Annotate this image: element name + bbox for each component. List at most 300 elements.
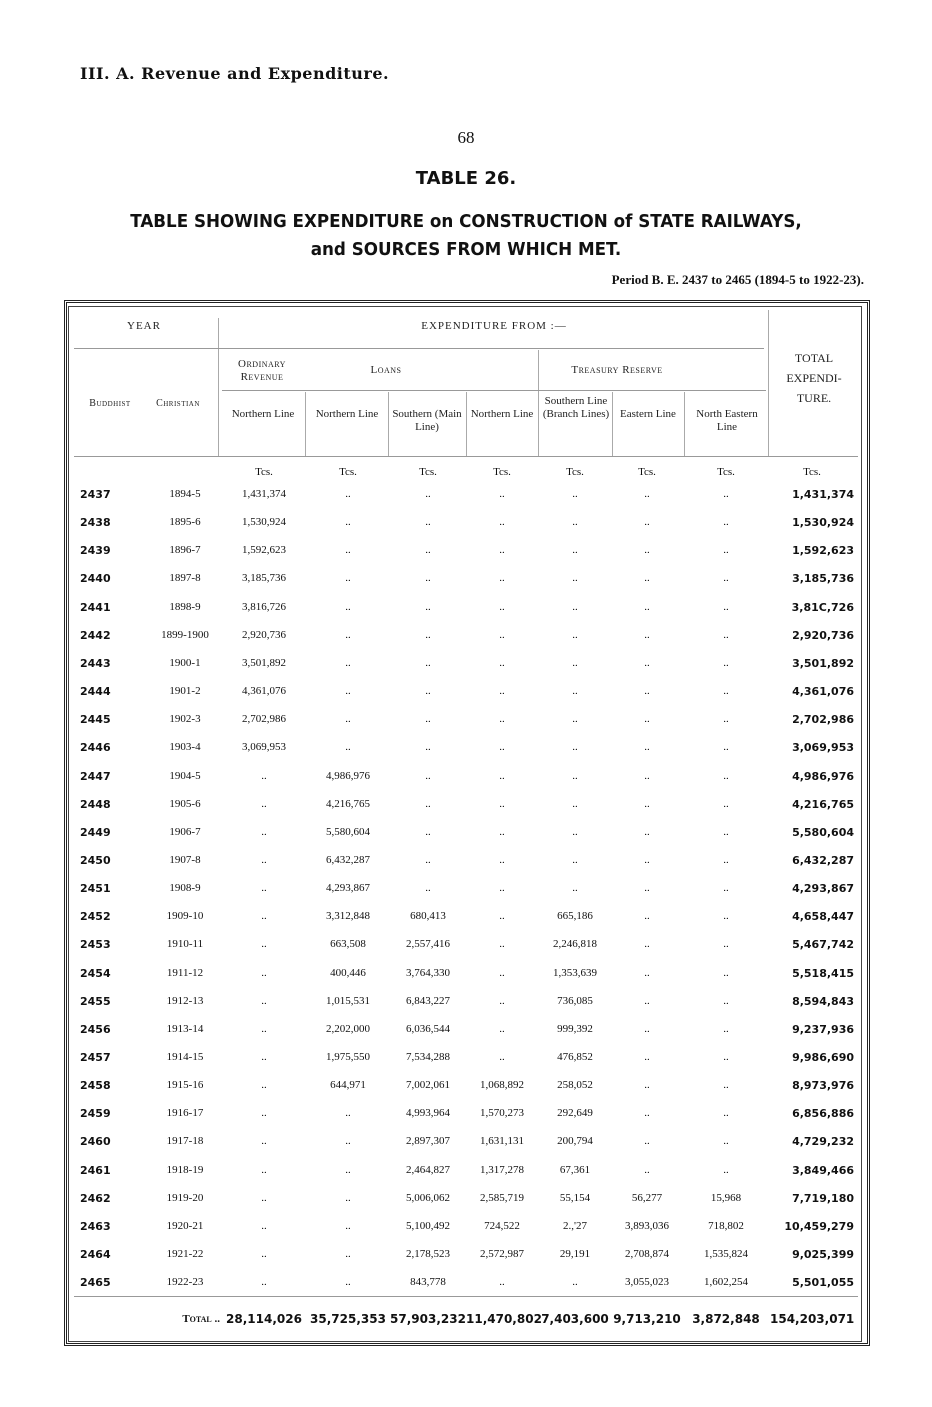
total-expenditure-cell: 3,185,736 (792, 572, 854, 585)
unit-label: Tcs. (717, 466, 735, 478)
loan-southern-cell: 6,036,544 (406, 1023, 450, 1035)
buddhist-year: 2464 (80, 1248, 111, 1261)
total-expenditure-cell: 2,702,986 (792, 713, 854, 726)
christian-year: 1908-9 (169, 882, 201, 894)
loan-northern-cell: .. (345, 1164, 351, 1176)
christian-year: 1911-12 (166, 967, 204, 979)
tr-north-eastern-cell: .. (723, 967, 729, 979)
tr-north-eastern-cell: .. (723, 826, 729, 838)
tr-eastern-cell: .. (644, 770, 650, 782)
tr-southern-cell: 1,353,639 (553, 967, 597, 979)
tr-eastern-cell: 56,277 (631, 1192, 663, 1204)
totals-label: Total .. (182, 1313, 220, 1325)
totals-ordinary-revenue: 28,114,026 (226, 1312, 302, 1326)
loan-northern-cell: 663,508 (330, 938, 366, 950)
loan-southern-cell: .. (425, 685, 431, 697)
tr-eastern-cell: 3,893,036 (625, 1220, 669, 1232)
divider (222, 390, 766, 391)
christian-year: 1903-4 (169, 741, 201, 753)
table-frame-inner (68, 306, 862, 1342)
totals-tr-north-eastern: 3,872,848 (692, 1312, 760, 1326)
header-total-line1: TOTAL (794, 351, 834, 365)
tr-north-eastern-cell: .. (723, 938, 729, 950)
tr-southern-cell: .. (572, 544, 578, 556)
total-expenditure-cell: 3,501,892 (792, 657, 854, 670)
tr-southern-cell: 67,361 (559, 1164, 591, 1176)
tr-north-eastern-cell: .. (723, 1079, 729, 1091)
tr-southern-cell: 736,085 (557, 995, 593, 1007)
buddhist-year: 2438 (80, 516, 111, 529)
christian-year: 1910-11 (166, 938, 204, 950)
christian-year: 1899-1900 (161, 629, 209, 641)
loan-southern-cell: .. (425, 572, 431, 584)
ordinary-revenue-cell: .. (261, 798, 267, 810)
total-expenditure-cell: 9,237,936 (792, 1023, 854, 1036)
tr-southern-cell: 200,794 (557, 1135, 593, 1147)
tr-southern-cell: .. (572, 488, 578, 500)
tr-northern-cell: .. (499, 629, 505, 641)
buddhist-year: 2462 (80, 1192, 111, 1205)
tr-eastern-cell: .. (644, 572, 650, 584)
ordinary-revenue-cell: 1,592,623 (242, 544, 286, 556)
loan-southern-cell: 5,100,492 (406, 1220, 450, 1232)
christian-year: 1919-20 (166, 1192, 204, 1204)
tr-northern-cell: .. (499, 826, 505, 838)
loan-southern-cell: 6,843,227 (406, 995, 450, 1007)
header-loans: Loans (370, 364, 402, 376)
tr-eastern-cell: .. (644, 1164, 650, 1176)
header-tr-eastern: Eastern Line (620, 408, 676, 420)
buddhist-year: 2442 (80, 629, 111, 642)
buddhist-year: 2445 (80, 713, 111, 726)
tr-eastern-cell: .. (644, 685, 650, 697)
unit-label: Tcs. (419, 466, 437, 478)
buddhist-year: 2447 (80, 770, 111, 783)
total-expenditure-cell: 4,361,076 (792, 685, 854, 698)
tr-northern-cell: .. (499, 770, 505, 782)
buddhist-year: 2451 (80, 882, 111, 895)
tr-northern-cell: .. (499, 854, 505, 866)
christian-year: 1905-6 (169, 798, 201, 810)
total-expenditure-cell: 5,467,742 (792, 938, 854, 951)
total-expenditure-cell: 4,658,447 (792, 910, 854, 923)
totals-loan-northern: 35,725,353 (310, 1312, 386, 1326)
header-total-line2: EXPENDI- (786, 371, 842, 385)
tr-southern-cell: .. (572, 657, 578, 669)
loan-southern-cell: .. (425, 798, 431, 810)
table-title-line2: and SOURCES FROM WHICH MET. (310, 239, 622, 260)
tr-north-eastern-cell: .. (723, 1051, 729, 1063)
christian-year: 1920-21 (166, 1220, 204, 1232)
loan-southern-cell: .. (425, 770, 431, 782)
ordinary-revenue-cell: .. (261, 854, 267, 866)
christian-year: 1896-7 (169, 544, 201, 556)
loan-southern-cell: 3,764,330 (406, 967, 450, 979)
totals-tr-northern: 11,470,802 (466, 1312, 542, 1326)
tr-north-eastern-cell: .. (723, 629, 729, 641)
tr-northern-cell: .. (499, 544, 505, 556)
ordinary-revenue-cell: 3,816,726 (242, 601, 286, 613)
loan-southern-cell: 2,897,307 (406, 1135, 450, 1147)
tr-north-eastern-cell: 1,602,254 (704, 1276, 748, 1288)
tr-northern-cell: 1,570,273 (480, 1107, 524, 1119)
buddhist-year: 2444 (80, 685, 111, 698)
tr-north-eastern-cell: 1,535,824 (704, 1248, 748, 1260)
loan-northern-cell: .. (345, 544, 351, 556)
christian-year: 1902-3 (169, 713, 201, 725)
loan-southern-cell: .. (425, 741, 431, 753)
ordinary-revenue-cell: .. (261, 1135, 267, 1147)
tr-eastern-cell: .. (644, 995, 650, 1007)
tr-southern-cell: .. (572, 798, 578, 810)
loan-northern-cell: 2,202,000 (326, 1023, 370, 1035)
loan-southern-cell: .. (425, 516, 431, 528)
total-expenditure-cell: 1,431,374 (792, 488, 854, 501)
ordinary-revenue-cell: .. (261, 1079, 267, 1091)
ordinary-revenue-cell: 2,920,736 (242, 629, 286, 641)
loan-southern-cell: .. (425, 657, 431, 669)
buddhist-year: 2457 (80, 1051, 111, 1064)
total-expenditure-cell: 9,986,690 (792, 1051, 854, 1064)
totals-tr-eastern: 9,713,210 (613, 1312, 681, 1326)
loan-northern-cell: .. (345, 1248, 351, 1260)
christian-year: 1894-5 (169, 488, 201, 500)
unit-label: Tcs. (638, 466, 656, 478)
ordinary-revenue-cell: 4,361,076 (242, 685, 286, 697)
buddhist-year: 2465 (80, 1276, 111, 1289)
loan-northern-cell: .. (345, 1276, 351, 1288)
unit-label: Tcs. (803, 466, 821, 478)
tr-eastern-cell: .. (644, 713, 650, 725)
tr-north-eastern-cell: .. (723, 1135, 729, 1147)
tr-north-eastern-cell: 718,802 (708, 1220, 744, 1232)
tr-north-eastern-cell: .. (723, 572, 729, 584)
christian-year: 1913-14 (166, 1023, 204, 1035)
tr-north-eastern-cell: .. (723, 1107, 729, 1119)
buddhist-year: 2437 (80, 488, 111, 501)
loan-northern-cell: 1,975,550 (326, 1051, 370, 1063)
ordinary-revenue-cell: 2,702,986 (242, 713, 286, 725)
tr-eastern-cell: 3,055,023 (625, 1276, 669, 1288)
loan-southern-cell: 5,006,062 (406, 1192, 450, 1204)
tr-northern-cell: .. (499, 1051, 505, 1063)
header-tr-north-eastern: North Eastern Line (696, 408, 758, 433)
tr-northern-cell: .. (499, 1023, 505, 1035)
loan-southern-cell: .. (425, 882, 431, 894)
section-heading: III. A. Revenue and Expenditure. (80, 64, 390, 83)
buddhist-year: 2439 (80, 544, 111, 557)
loan-southern-cell: 2,178,523 (406, 1248, 450, 1260)
christian-year: 1900-1 (169, 657, 201, 669)
header-expenditure-from: EXPENDITURE FROM :— (421, 320, 567, 332)
buddhist-year: 2463 (80, 1220, 111, 1233)
loan-southern-cell: .. (425, 826, 431, 838)
christian-year: 1895-6 (169, 516, 201, 528)
tr-northern-cell: .. (499, 488, 505, 500)
unit-label: Tcs. (255, 466, 273, 478)
total-expenditure-cell: 3,069,953 (792, 741, 854, 754)
divider (74, 348, 764, 349)
total-expenditure-cell: 1,592,623 (792, 544, 854, 557)
buddhist-year: 2456 (80, 1023, 111, 1036)
ordinary-revenue-cell: .. (261, 910, 267, 922)
tr-northern-cell: .. (499, 910, 505, 922)
total-expenditure-cell: 8,594,843 (792, 995, 854, 1008)
ordinary-revenue-cell: .. (261, 938, 267, 950)
tr-north-eastern-cell: .. (723, 488, 729, 500)
tr-northern-cell: 2,572,987 (480, 1248, 524, 1260)
tr-eastern-cell: .. (644, 967, 650, 979)
tr-southern-cell: .. (572, 713, 578, 725)
tr-northern-cell: .. (499, 657, 505, 669)
header-tr-southern: Southern Line (Branch Lines) (542, 395, 610, 420)
tr-northern-cell: .. (499, 516, 505, 528)
buddhist-year: 2459 (80, 1107, 111, 1120)
buddhist-year: 2460 (80, 1135, 111, 1148)
loan-northern-cell: .. (345, 572, 351, 584)
tr-north-eastern-cell: .. (723, 601, 729, 613)
tr-southern-cell: 29,191 (559, 1248, 591, 1260)
loan-southern-cell: 4,993,964 (406, 1107, 450, 1119)
christian-year: 1917-18 (166, 1135, 204, 1147)
tr-north-eastern-cell: .. (723, 910, 729, 922)
table-title (88, 208, 843, 264)
buddhist-year: 2453 (80, 938, 111, 951)
tr-northern-cell: .. (499, 967, 505, 979)
tr-north-eastern-cell: .. (723, 1023, 729, 1035)
tr-eastern-cell: .. (644, 488, 650, 500)
tr-southern-cell: .. (572, 854, 578, 866)
tr-northern-cell: .. (499, 713, 505, 725)
tr-northern-cell: .. (499, 685, 505, 697)
tr-southern-cell: .. (572, 516, 578, 528)
ordinary-revenue-cell: 3,185,736 (242, 572, 286, 584)
total-expenditure-cell: 5,580,604 (792, 826, 854, 839)
loan-northern-cell: .. (345, 685, 351, 697)
loan-southern-cell: 680,413 (410, 910, 446, 922)
christian-year: 1912-13 (166, 995, 204, 1007)
buddhist-year: 2440 (80, 572, 111, 585)
tr-southern-cell: 999,392 (557, 1023, 593, 1035)
loan-southern-cell: .. (425, 854, 431, 866)
ordinary-revenue-cell: .. (261, 770, 267, 782)
loan-southern-cell: 2,557,416 (406, 938, 450, 950)
tr-southern-cell: 476,852 (557, 1051, 593, 1063)
loan-northern-cell: .. (345, 1135, 351, 1147)
header-treasury-reserve: Treasury Reserve (571, 364, 663, 376)
loan-northern-cell: 4,293,867 (326, 882, 370, 894)
buddhist-year: 2450 (80, 854, 111, 867)
loan-northern-cell: .. (345, 713, 351, 725)
tr-eastern-cell: .. (644, 741, 650, 753)
loan-northern-cell: 3,312,848 (326, 910, 370, 922)
tr-northern-cell: .. (499, 601, 505, 613)
tr-southern-cell: .. (572, 741, 578, 753)
divider (684, 392, 685, 456)
buddhist-year: 2454 (80, 967, 111, 980)
total-expenditure-cell: 6,856,886 (792, 1107, 854, 1120)
page-number: 68 (457, 128, 475, 147)
tr-eastern-cell: .. (644, 601, 650, 613)
divider (466, 392, 467, 456)
header-loan-northern: Northern Line (315, 408, 379, 420)
total-expenditure-cell: 4,729,232 (792, 1135, 854, 1148)
loan-northern-cell: 644,971 (330, 1079, 366, 1091)
loan-northern-cell: .. (345, 1220, 351, 1232)
christian-year: 1909-10 (166, 910, 204, 922)
tr-northern-cell: 2,585,719 (480, 1192, 524, 1204)
header-ord-northern: Northern Line (231, 408, 295, 420)
tr-northern-cell: 1,317,278 (480, 1164, 524, 1176)
loan-northern-cell: 5,580,604 (326, 826, 370, 838)
tr-southern-cell: .. (572, 572, 578, 584)
tr-southern-cell: .. (572, 685, 578, 697)
table-title-line1: TABLE SHOWING EXPENDITURE on CONSTRUCTION of STATE RAILWAYS, (130, 211, 802, 232)
header-ordinary-revenue-line2: Revenue (240, 371, 284, 383)
loan-northern-cell: .. (345, 488, 351, 500)
tr-eastern-cell: .. (644, 1023, 650, 1035)
unit-label: Tcs. (339, 466, 357, 478)
buddhist-year: 2446 (80, 741, 111, 754)
loan-northern-cell: 1,015,531 (326, 995, 370, 1007)
tr-northern-cell: .. (499, 938, 505, 950)
tr-eastern-cell: .. (644, 1079, 650, 1091)
buddhist-year: 2448 (80, 798, 111, 811)
tr-southern-cell: .. (572, 1276, 578, 1288)
header-ordinary-revenue-line1: Ordinary (238, 358, 286, 370)
total-expenditure-cell: 8,973,976 (792, 1079, 854, 1092)
tr-eastern-cell: .. (644, 544, 650, 556)
total-expenditure-cell: 4,293,867 (792, 882, 854, 895)
ordinary-revenue-cell: .. (261, 826, 267, 838)
total-expenditure-cell: 4,986,976 (792, 770, 854, 783)
ordinary-revenue-cell: .. (261, 995, 267, 1007)
buddhist-year: 2449 (80, 826, 111, 839)
buddhist-year: 2443 (80, 657, 111, 670)
tr-north-eastern-cell: .. (723, 798, 729, 810)
tr-northern-cell: 1,068,892 (480, 1079, 524, 1091)
total-expenditure-cell: 2,920,736 (792, 629, 854, 642)
tr-northern-cell: 724,522 (484, 1220, 520, 1232)
tr-southern-cell: .. (572, 826, 578, 838)
tr-north-eastern-cell: .. (723, 544, 729, 556)
loan-southern-cell: .. (425, 629, 431, 641)
loan-northern-cell: .. (345, 741, 351, 753)
tr-north-eastern-cell: .. (723, 882, 729, 894)
divider (388, 392, 389, 456)
tr-southern-cell: 258,052 (557, 1079, 593, 1091)
christian-year: 1922-23 (166, 1276, 204, 1288)
buddhist-year: 2461 (80, 1164, 111, 1177)
divider (768, 310, 769, 456)
tr-eastern-cell: .. (644, 910, 650, 922)
christian-year: 1904-5 (169, 770, 201, 782)
tr-eastern-cell: .. (644, 854, 650, 866)
tr-eastern-cell: .. (644, 516, 650, 528)
header-buddhist: Buddhist (89, 398, 131, 409)
total-expenditure-cell: 5,501,055 (792, 1276, 854, 1289)
tr-north-eastern-cell: .. (723, 713, 729, 725)
tr-southern-cell: .. (572, 629, 578, 641)
tr-eastern-cell: .. (644, 629, 650, 641)
unit-label: Tcs. (493, 466, 511, 478)
divider (305, 392, 306, 456)
tr-north-eastern-cell: .. (723, 741, 729, 753)
unit-label: Tcs. (566, 466, 584, 478)
tr-north-eastern-cell: .. (723, 854, 729, 866)
loan-southern-cell: .. (425, 713, 431, 725)
tr-northern-cell: .. (499, 741, 505, 753)
loan-northern-cell: .. (345, 657, 351, 669)
divider (218, 318, 219, 456)
tr-northern-cell: .. (499, 882, 505, 894)
loan-southern-cell: .. (425, 544, 431, 556)
buddhist-year: 2458 (80, 1079, 111, 1092)
christian-year: 1898-9 (169, 601, 201, 613)
christian-year: 1901-2 (169, 685, 201, 697)
tr-northern-cell: .. (499, 798, 505, 810)
tr-southern-cell: 292,649 (557, 1107, 593, 1119)
header-ordinary-revenue (222, 358, 302, 384)
ordinary-revenue-cell: 1,530,924 (242, 516, 286, 528)
header-loan-southern: Southern (Main Line) (392, 408, 462, 433)
total-expenditure-cell: 1,530,924 (792, 516, 854, 529)
tr-northern-cell: .. (499, 1276, 505, 1288)
tr-southern-cell: .. (572, 770, 578, 782)
christian-year: 1914-15 (166, 1051, 204, 1063)
tr-eastern-cell: .. (644, 938, 650, 950)
total-expenditure-cell: 4,216,765 (792, 798, 854, 811)
tr-southern-cell: 2,246,818 (553, 938, 597, 950)
divider (74, 456, 858, 457)
total-expenditure-cell: 7,719,180 (792, 1192, 854, 1205)
ordinary-revenue-cell: .. (261, 1192, 267, 1204)
header-total-line3: TURE. (796, 391, 832, 405)
divider (612, 392, 613, 456)
divider (74, 1296, 858, 1297)
tr-eastern-cell: .. (644, 1107, 650, 1119)
tr-northern-cell: .. (499, 572, 505, 584)
tr-north-eastern-cell: .. (723, 995, 729, 1007)
ordinary-revenue-cell: 3,069,953 (242, 741, 286, 753)
loan-southern-cell: 7,534,288 (406, 1051, 450, 1063)
tr-eastern-cell: .. (644, 1051, 650, 1063)
loan-northern-cell: .. (345, 1192, 351, 1204)
tr-north-eastern-cell: 15,968 (710, 1192, 742, 1204)
ordinary-revenue-cell: 3,501,892 (242, 657, 286, 669)
header-total (772, 348, 856, 408)
tr-eastern-cell: .. (644, 657, 650, 669)
ordinary-revenue-cell: .. (261, 1051, 267, 1063)
tr-north-eastern-cell: .. (723, 657, 729, 669)
header-christian: Christian (156, 398, 200, 409)
table-number: TABLE 26. (415, 168, 517, 189)
totals-loan-southern: 57,903,232 (390, 1312, 466, 1326)
ordinary-revenue-cell: .. (261, 882, 267, 894)
ordinary-revenue-cell: .. (261, 1276, 267, 1288)
tr-southern-cell: 2.,'27 (563, 1220, 587, 1232)
loan-southern-cell: .. (425, 488, 431, 500)
total-expenditure-cell: 6,432,287 (792, 854, 854, 867)
loan-northern-cell: .. (345, 1107, 351, 1119)
ordinary-revenue-cell: .. (261, 967, 267, 979)
christian-year: 1918-19 (166, 1164, 204, 1176)
buddhist-year: 2452 (80, 910, 111, 923)
total-expenditure-cell: 5,518,415 (792, 967, 854, 980)
christian-year: 1921-22 (166, 1248, 204, 1260)
loan-southern-cell: 7,002,061 (406, 1079, 450, 1091)
loan-northern-cell: 4,216,765 (326, 798, 370, 810)
